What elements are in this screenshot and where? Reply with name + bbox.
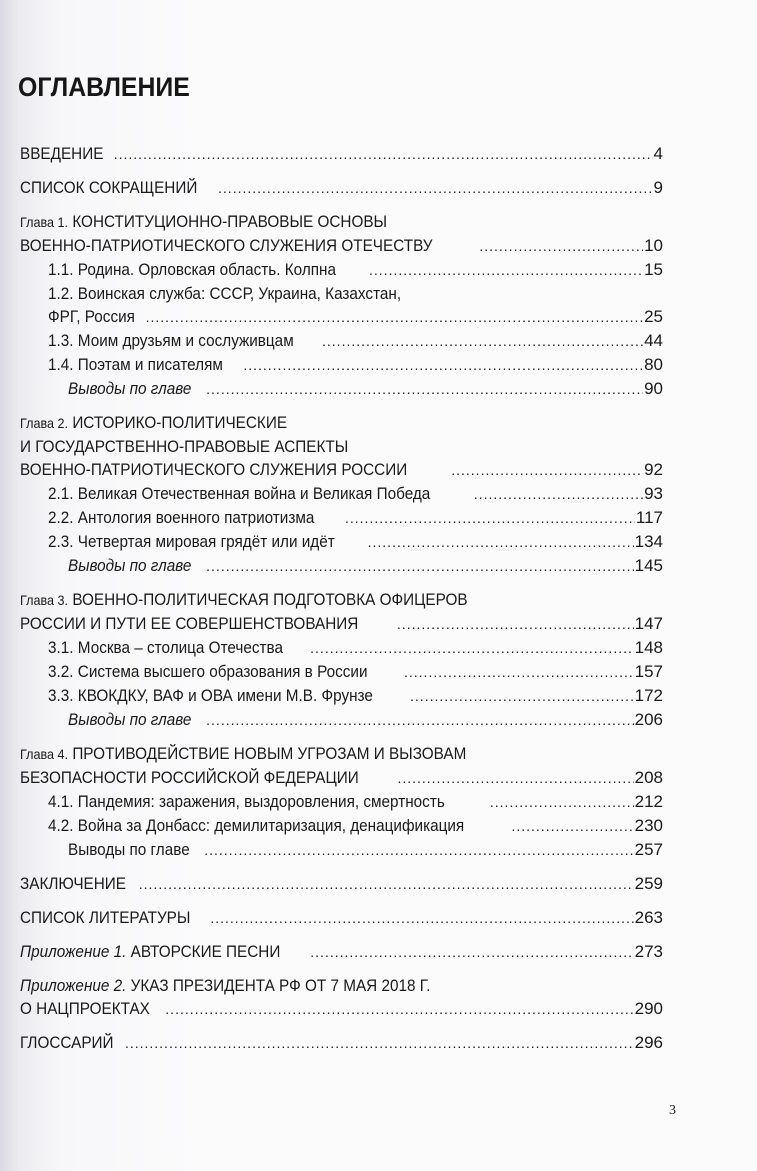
leader-dots [410,685,634,708]
chapter-title-line: ВОЕННО-ПОЛИТИЧЕСКАЯ ПОДГОТОВКА ОФИЦЕРОВ [72,590,468,609]
chapter-title-line: РОССИИ И ПУТИ ЕЕ СОВЕРШЕНСТВОВАНИЯ [20,614,359,633]
toc-section-3-3[interactable] [20,684,663,708]
entry-page: 25 [644,307,663,326]
section-number: 4.2. [48,816,74,835]
leader-dots [165,998,633,1021]
entry-page: 273 [634,942,663,961]
leader-dots [397,767,633,790]
toc-section-1-4[interactable] [20,353,663,377]
toc-section-2-3[interactable] [20,530,663,554]
toc-entry-abbreviations[interactable] [20,176,663,200]
toc-entry-intro[interactable] [20,142,663,166]
leader-dots [479,235,643,258]
chapter-prefix: Глава 1. [20,214,69,230]
entry-label: СПИСОК СОКРАЩЕНИЙ [20,178,198,197]
leader-dots [206,378,643,401]
leader-dots [310,941,633,964]
leader-dots [511,815,633,838]
section-title: КВОКДКУ, ВАФ и ОВА имени М.В. Фрунзе [77,686,373,705]
entry-page: 212 [634,792,663,811]
entry-page: 157 [634,662,663,681]
appendix-prefix: Приложение 1. [20,942,127,961]
toc-chapter-3[interactable] [20,588,663,636]
leader-dots [404,661,634,684]
toc-entry-glossary[interactable] [20,1031,663,1055]
section-title: Система высшего образования в России [77,662,368,681]
entry-label: АВТОРСКИЕ ПЕСНИ [130,942,281,961]
entry-page: 259 [634,874,663,893]
table-of-contents [20,142,663,1055]
toc-chapter-1-conclusions[interactable] [20,377,663,401]
section-title: Поэтам и писателям [77,355,223,374]
entry-page: 147 [634,614,663,633]
entry-page: 92 [644,460,663,479]
entry-page: 206 [634,710,663,729]
chapter-title-line: КОНСТИТУЦИОННО-ПРАВОВЫЕ ОСНОВЫ [72,212,388,231]
entry-page: 10 [644,236,663,255]
section-title: Пандемия: заражения, выздоровления, смертность [77,792,445,811]
entry-page: 208 [634,768,663,787]
toc-entry-appendix-1[interactable] [20,940,663,964]
section-number: 2.3. [48,532,74,551]
section-title: Великая Отечественная война и Великая Победа [77,484,431,503]
toc-chapter-4[interactable] [20,742,663,790]
toc-entry-appendix-2[interactable] [20,974,663,1021]
conclusions-label: Выводы по главе [68,840,190,859]
section-title-cont: ФРГ, Россия [48,307,135,326]
section-title: Родина. Орловская область. Колпна [77,260,337,279]
entry-page: 4 [653,144,663,163]
chapter-title-line: ВОЕННО-ПАТРИОТИЧЕСКОГО СЛУЖЕНИЯ ОТЕЧЕСТВУ [20,236,433,255]
toc-chapter-3-conclusions[interactable] [20,708,663,732]
conclusions-label: Выводы по главе [68,379,192,398]
section-number: 4.1. [48,792,74,811]
section-title: Антология военного патриотизма [77,508,315,527]
entry-page: 148 [634,638,663,657]
leader-dots [474,483,643,506]
entry-page: 93 [644,484,663,503]
entry-page: 257 [634,840,663,859]
section-title: Моим друзьям и сослуживцам [77,331,294,350]
entry-label: ВВЕДЕНИЕ [20,144,104,163]
leader-dots [243,354,643,377]
section-title: Четвертая мировая грядёт или идёт [77,532,335,551]
chapter-prefix: Глава 4. [20,746,69,762]
appendix-prefix: Приложение 2. [20,976,127,995]
entry-page: 172 [634,686,663,705]
toc-chapter-4-conclusions[interactable] [20,838,663,862]
toc-section-3-2[interactable] [20,660,663,684]
entry-page: 80 [644,355,663,374]
toc-section-4-1[interactable] [20,790,663,814]
chapter-title-line: ПРОТИВОДЕЙСТВИЕ НОВЫМ УГРОЗАМ И ВЫЗОВАМ [72,744,467,763]
leader-dots [210,907,633,930]
toc-entry-conclusion[interactable] [20,872,663,896]
chapter-prefix: Глава 3. [20,592,69,608]
entry-page: 230 [634,816,663,835]
page-number: 3 [669,1103,676,1118]
leader-dots [206,709,633,732]
section-title: Воинская служба: СССР, Украина, Казахстан, [77,284,402,303]
chapter-title-line: И ГОСУДАРСТВЕННО-ПРАВОВЫЕ АСПЕКТЫ [20,437,349,456]
leader-dots [204,839,633,862]
section-number: 2.1. [48,484,74,503]
leader-dots [218,177,653,200]
leader-dots [368,531,634,554]
leader-dots [322,330,643,353]
toc-chapter-1[interactable] [20,210,663,258]
leader-dots [369,259,643,282]
page-title: ОГЛАВЛЕНИЕ [18,72,190,102]
leader-dots [451,459,643,482]
section-title: Москва – столица Отечества [77,638,284,657]
leader-dots [139,873,634,896]
entry-label: ГЛОССАРИЙ [20,1033,114,1052]
entry-page: 263 [634,908,663,927]
conclusions-label: Выводы по главе [68,556,192,575]
chapter-title-line: ВОЕННО-ПАТРИОТИЧЕСКОГО СЛУЖЕНИЯ РОССИИ [20,460,408,479]
chapter-title-line: БЕЗОПАСНОСТИ РОССИЙСКОЙ ФЕДЕРАЦИИ [20,768,359,787]
entry-label-cont: О НАЦПРОЕКТАХ [20,999,150,1018]
toc-chapter-2[interactable] [20,411,663,482]
toc-section-3-1[interactable] [20,636,663,660]
section-number: 2.2. [48,508,74,527]
toc-section-1-2[interactable] [20,282,663,329]
entry-page: 90 [644,379,663,398]
toc-section-1-1[interactable] [20,258,663,282]
entry-page: 9 [653,178,663,197]
entry-page: 296 [634,1033,663,1052]
conclusions-label: Выводы по главе [68,710,192,729]
section-number: 3.2. [48,662,74,681]
leader-dots [125,1032,634,1055]
entry-page: 44 [644,331,663,350]
entry-label: УКАЗ ПРЕЗИДЕНТА РФ ОТ 7 МАЯ 2018 Г. [130,976,431,995]
leader-dots [345,507,635,530]
toc-chapter-2-conclusions[interactable] [20,554,663,578]
leader-dots [397,613,634,636]
section-number: 1.4. [48,355,74,374]
leader-dots [146,306,643,329]
section-title: Война за Донбасс: демилитаризация, денацификация [77,816,465,835]
toc-section-2-1[interactable] [20,482,663,506]
toc-section-2-2[interactable] [20,506,663,530]
section-number: 1.1. [48,260,74,279]
entry-page: 117 [635,508,663,527]
chapter-title-line: ИСТОРИКО-ПОЛИТИЧЕСКИЕ [72,413,288,432]
toc-entry-references[interactable] [20,906,663,930]
entry-label: ЗАКЛЮЧЕНИЕ [20,874,127,893]
section-number: 1.2. [48,284,74,303]
toc-section-1-3[interactable] [20,329,663,353]
entry-label: СПИСОК ЛИТЕРАТУРЫ [20,908,191,927]
section-number: 3.1. [48,638,74,657]
entry-page: 15 [644,260,663,279]
entry-page: 290 [634,999,663,1018]
leader-dots [206,555,633,578]
leader-dots [490,791,634,814]
toc-section-4-2[interactable] [20,814,663,838]
leader-dots [114,143,653,166]
entry-page: 134 [634,532,663,551]
section-number: 3.3. [48,686,74,705]
entry-page: 145 [634,556,663,575]
chapter-prefix: Глава 2. [20,415,69,431]
leader-dots [310,637,633,660]
section-number: 1.3. [48,331,74,350]
